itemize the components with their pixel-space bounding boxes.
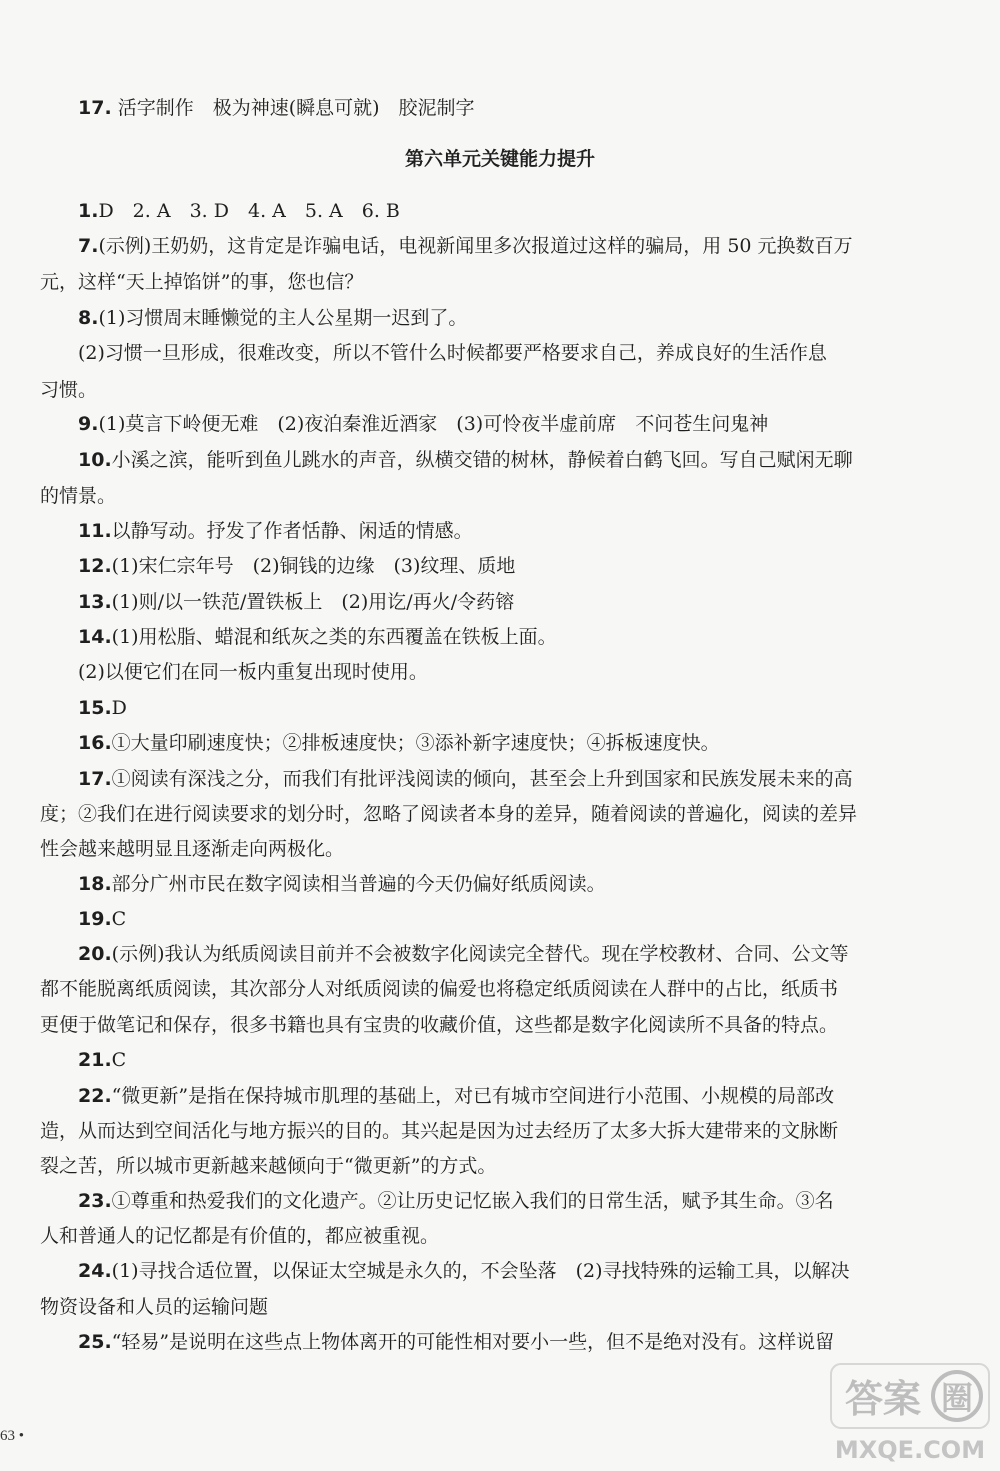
answer-line-30: 23.①尊重和热爱我们的文化遗产。②让历史记忆嵌入我们的日常生活，赋予其生命。③名 <box>78 1190 834 1212</box>
answer-line-21: 18.部分广州市民在数字阅读相当普遍的今天仍偏好纸质阅读。 <box>78 873 606 895</box>
answer-line-9: 10.小溪之滨，能听到鱼儿跳水的声音，纵横交错的树林，静候着白鹤飞回。写自己赋闲无聊 <box>78 449 853 471</box>
section-heading: 第六单元关键能力提升 <box>404 148 595 170</box>
answer-line-15: (2)以便它们在同一板内重复出现时使用。 <box>78 661 428 683</box>
answer-line-23: 20.(示例)我认为纸质阅读目前并不会被数字化阅读完全替代。现在学校教材、合同、公文等 <box>78 943 849 965</box>
answer-line-8: 9.(1)莫言下岭便无难 (2)夜泊秦淮近酒家 (3)可怜夜半虚前席 不问苍生问鬼神 <box>78 413 769 435</box>
answer-line-12: 12.(1)宋仁宗年号 (2)铜钱的边缘 (3)纹理、质地 <box>78 555 516 577</box>
answer-line-34: 25.“轻易”是说明在这些点上物体离开的可能性相对要小一些，但不是绝对没有。这样说留 <box>78 1331 835 1353</box>
answer-line-18: 17.①阅读有深浅之分，而我们有批评浅阅读的倾向，甚至会上升到国家和民族发展未来的高 <box>78 768 853 790</box>
answer-line-32: 24.(1)寻找合适位置，以保证太空城是永久的，不会坠落 (2)寻找特殊的运输工具，以解决 <box>78 1260 850 1282</box>
answer-line-28: 造，从而达到空间活化与地方振兴的目的。其兴起是因为过去经历了太多大拆大建带来的文脉断 <box>40 1120 839 1142</box>
answer-line-5: 8.(1)习惯周末睡懒觉的主人公星期一迟到了。 <box>78 307 468 329</box>
page-number: 63 • <box>0 1428 25 1444</box>
answer-line-20: 性会越来越明显且逐渐走向两极化。 <box>40 838 345 860</box>
answer-line-19: 度；②我们在进行阅读要求的划分时，忽略了阅读者本身的差异，随着阅读的普遍化，阅读的差异 <box>40 803 858 825</box>
answer-line-7: 习惯。 <box>40 379 98 401</box>
answer-line-2: 1.D 2. A 3. D 4. A 5. A 6. B <box>78 200 400 222</box>
answer-line-24: 都不能脱离纸质阅读，其次部分人对纸质阅读的偏爱也将稳定纸质阅读在人群中的占比，纸质书 <box>40 978 839 1000</box>
answer-line-6: (2)习惯一旦形成，很难改变，所以不管什么时候都要严格要求自己，养成良好的生活作息 <box>78 342 827 364</box>
answer-line-14: 14.(1)用松脂、蜡混和纸灰之类的东西覆盖在铁板上面。 <box>78 626 557 648</box>
answer-line-33: 物资设备和人员的运输问题 <box>40 1296 269 1318</box>
answer-line-27: 22.“微更新”是指在保持城市肌理的基础上，对已有城市空间进行小范围、小规模的局部改 <box>78 1085 835 1107</box>
answer-line-13: 13.(1)则/以一铁范/置铁板上 (2)用讫/再火/令药镕 <box>78 591 515 613</box>
answer-line-31: 人和普通人的记忆都是有价值的，都应被重视。 <box>40 1225 440 1247</box>
answer-line-25: 更便于做笔记和保存，很多书籍也具有宝贵的收藏价值，这些都是数字化阅读所不具备的特点。 <box>40 1014 839 1036</box>
answer-line-26: 21.C <box>78 1049 127 1071</box>
watermark-text-3: MXQE.COM <box>834 1436 986 1464</box>
watermark-logo <box>825 1360 995 1468</box>
answer-line-16: 15.D <box>78 697 127 719</box>
answer-line-10: 的情景。 <box>40 485 117 507</box>
answer-line-3: 7.(示例)王奶奶，这肯定是诈骗电话，电视新闻里多次报道过这样的骗局，用 50 元换数百万 <box>78 235 853 257</box>
answer-line-29: 裂之苦，所以城市更新越来越倾向于“微更新”的方式。 <box>40 1155 497 1177</box>
watermark-text-1: 答案 <box>844 1377 922 1421</box>
answer-line-17: 16.①大量印刷速度快；②排板速度快；③添补新字速度快；④拆板速度快。 <box>78 732 720 754</box>
answer-line-11: 11.以静写动。抒发了作者恬静、闲适的情感。 <box>78 520 473 542</box>
answer-line-1: 17. 活字制作 极为神速(瞬息可就) 胶泥制字 <box>78 97 475 119</box>
answer-line-22: 19.C <box>78 908 127 930</box>
answer-line-4: 元，这样“天上掉馅饼”的事，您也信？ <box>40 271 364 293</box>
watermark-text-2: 圈 <box>940 1379 974 1417</box>
